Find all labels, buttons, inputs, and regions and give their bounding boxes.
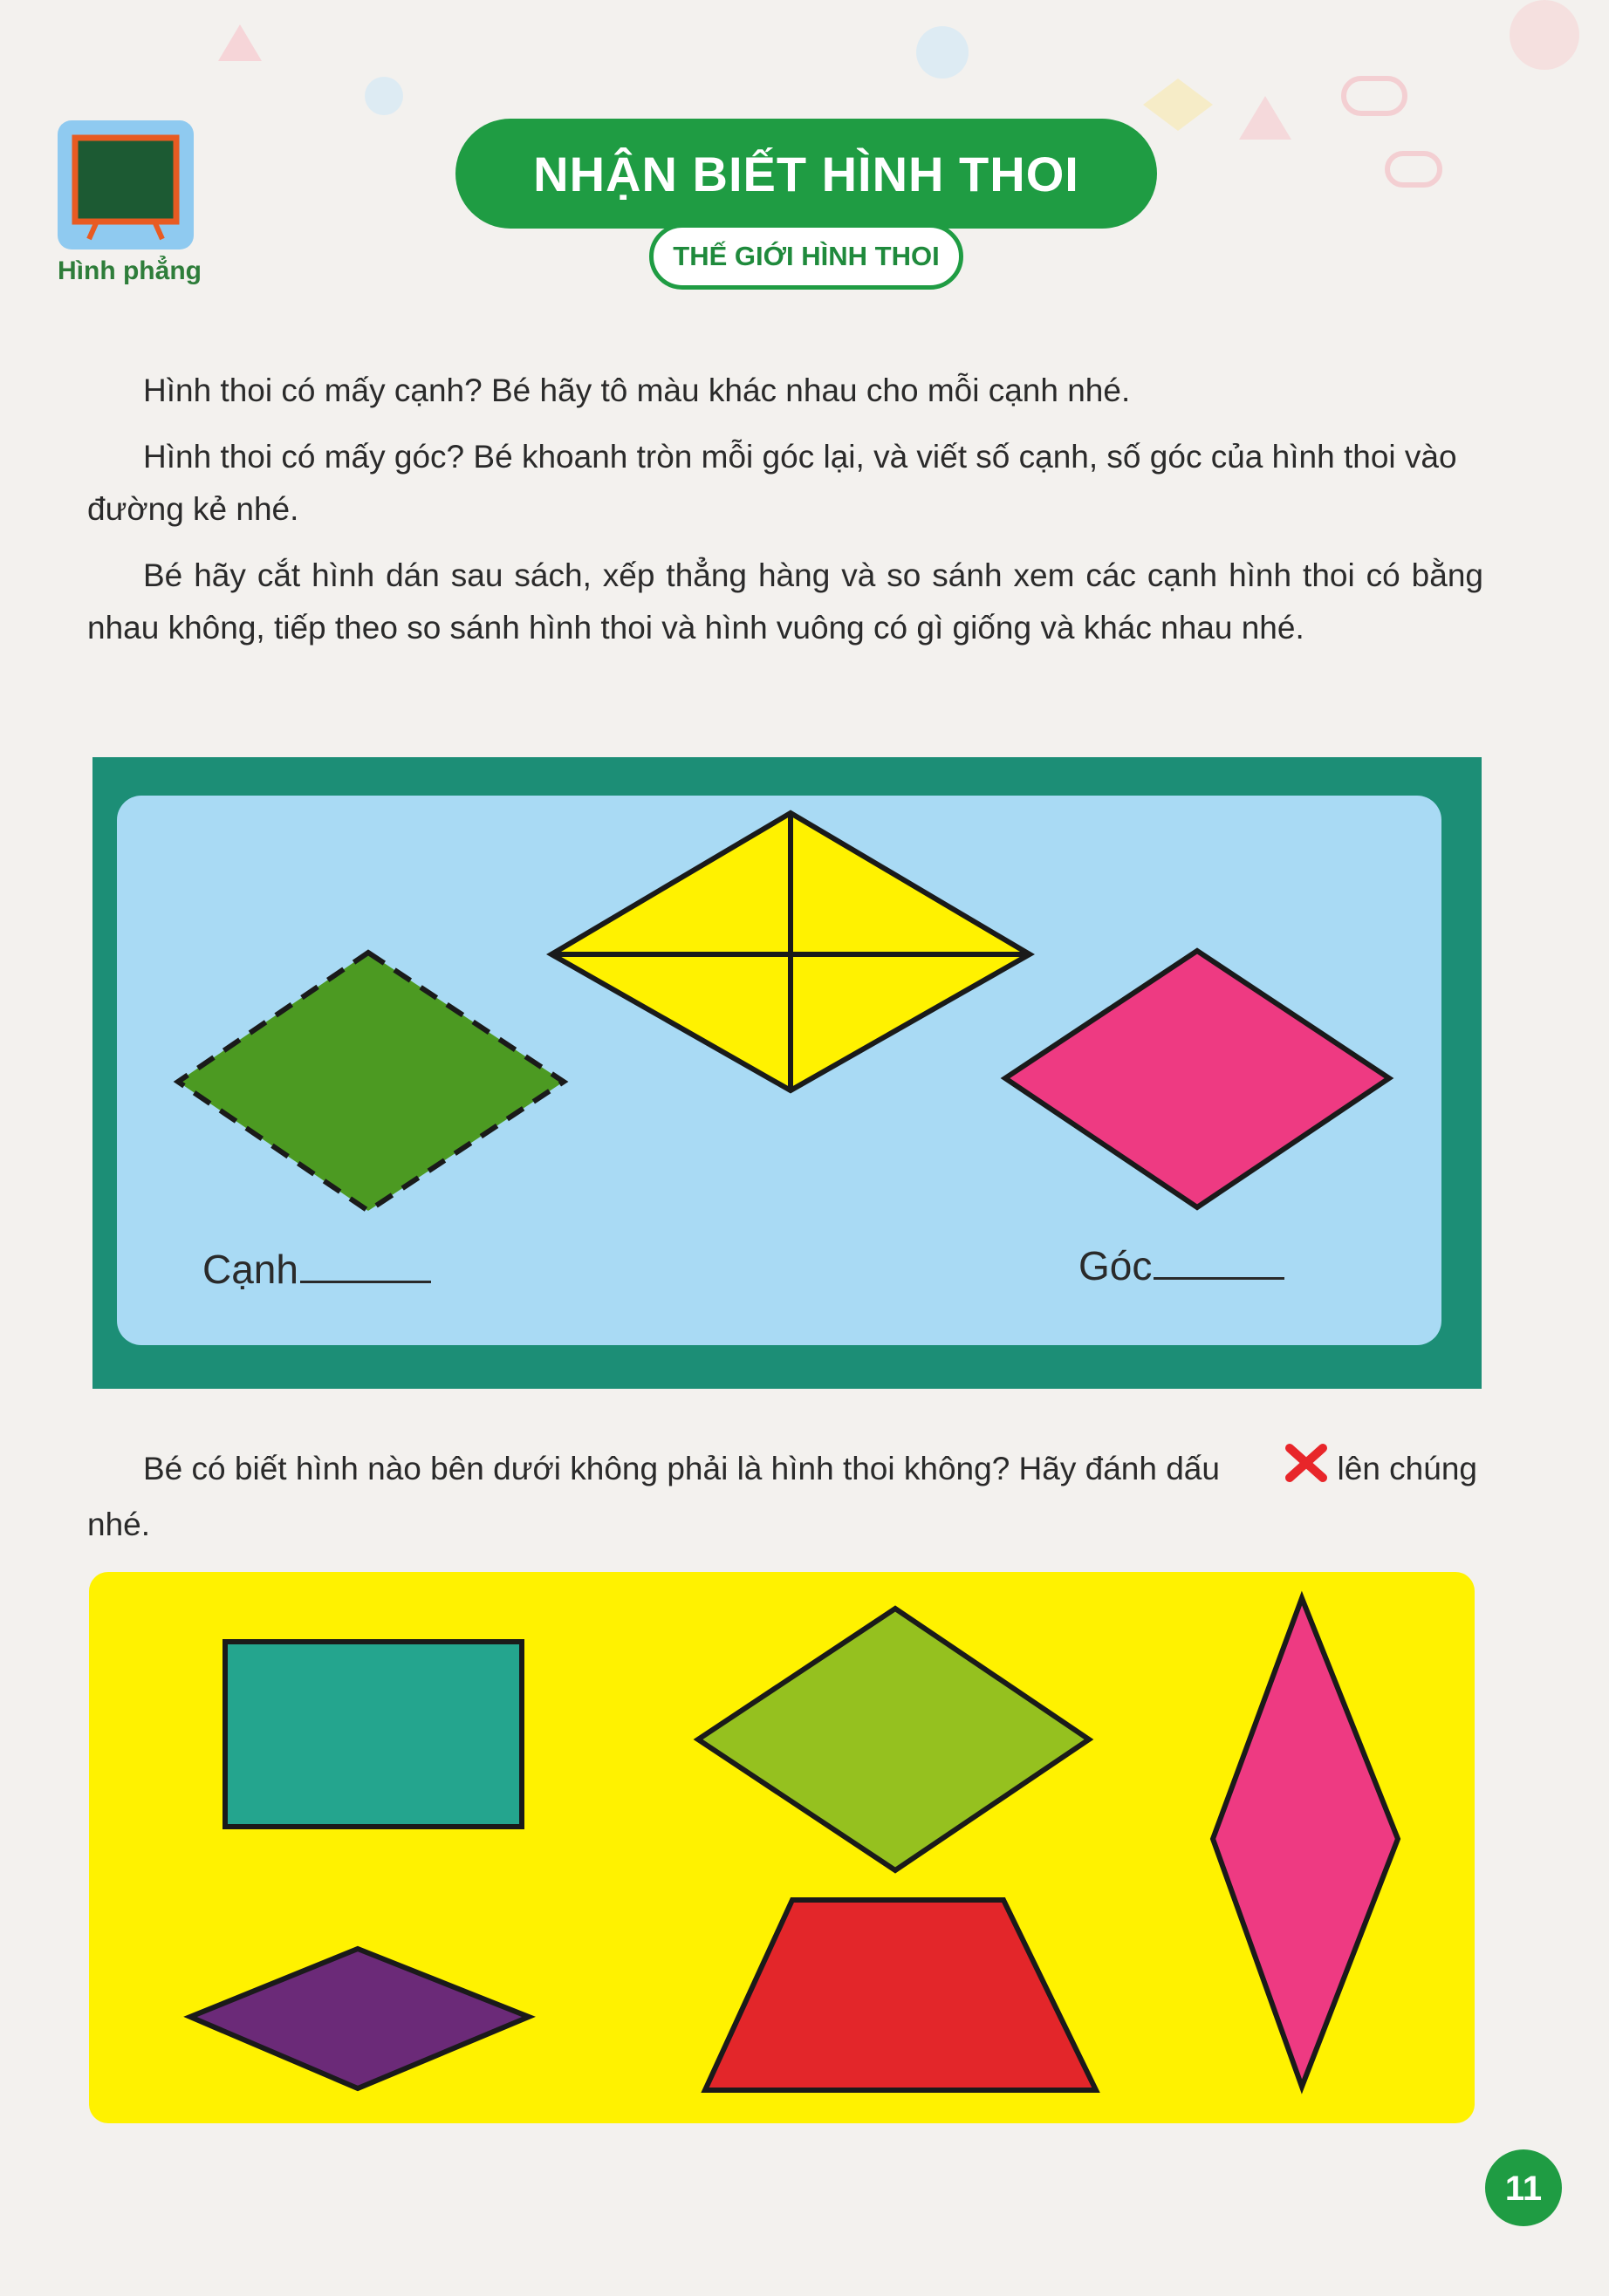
teal-rectangle	[225, 1642, 522, 1827]
edges-label: Cạnh	[202, 1247, 298, 1292]
page-title: NHẬN BIẾT HÌNH THOI	[455, 119, 1157, 229]
page-subtitle: THẾ GIỚI HÌNH THOI	[649, 223, 963, 290]
question-text-end: lên chúng nhé.	[87, 1451, 1477, 1543]
section-label: Hình phẳng	[58, 256, 202, 285]
purple-rhombus	[190, 1949, 529, 2088]
instruction-edges: Hình thoi có mấy cạnh? Bé hãy tô màu khác nhau cho mỗi cạnh nhé.	[143, 372, 1131, 408]
question-text-start: Bé có biết hình nào bên dưới không phải là hình thoi không? Hãy đánh dấu	[143, 1451, 1220, 1486]
pink-tall-rhombus	[1213, 1598, 1398, 2087]
page-number: 11	[1504, 2170, 1543, 2208]
instruction-angles: Hình thoi có mấy góc? Bé khoanh tròn mỗi góc lại, và viết số cạnh, số góc của hình thoi vào đường kẻ nhé.	[87, 439, 1457, 527]
lime-rhombus	[698, 1609, 1089, 1870]
red-trapezoid	[705, 1900, 1096, 2090]
angles-label: Góc	[1078, 1243, 1153, 1288]
instruction-compare: Bé hãy cắt hình dán sau sách, xếp thẳng hàng và so sánh xem các cạnh hình thoi có bằng nhau không, tiếp theo so sánh hình thoi và hình vuông có gì giống và khác nhau nhé.	[87, 557, 1483, 646]
page-number-badge	[1482, 2146, 1565, 2230]
